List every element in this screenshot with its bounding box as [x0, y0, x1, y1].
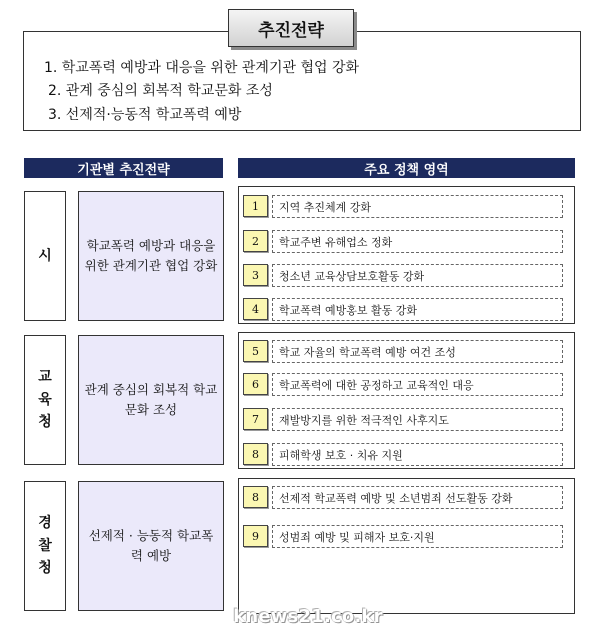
agency-city: 시	[24, 191, 66, 321]
policy-item: 지역 추진체계 강화	[272, 195, 563, 218]
policy-number: 3	[243, 264, 268, 286]
policy-number: 1	[243, 195, 268, 217]
strategy-line-1: 1. 학교폭력 예방과 대응을 위한 관계기관 협업 강화	[44, 60, 359, 76]
agency-police	[24, 481, 66, 611]
policy-number: 5	[243, 340, 268, 362]
policy-item: 피해학생 보호 · 치유 지원	[272, 443, 563, 466]
strategy-line-2: 2. 관계 중심의 회복적 학교문화 조성	[48, 83, 273, 99]
policy-number: 6	[243, 373, 268, 395]
policy-group-police	[238, 478, 575, 614]
strategy-education-office: 관계 중심의 회복적 학교문화 조성	[78, 335, 224, 465]
strategy-title: 추진전략	[228, 9, 354, 47]
agency-education-office	[24, 335, 66, 465]
policy-number: 8	[243, 486, 268, 508]
strategy-line-3: 3. 선제적·능동적 학교폭력 예방	[48, 107, 242, 123]
policy-item: 재발방지를 위한 적극적인 사후지도	[272, 408, 563, 431]
strategy-city: 학교폭력 예방과 대응을 위한 관계기관 협업 강화	[78, 191, 224, 321]
policy-item: 학교폭력에 대한 공정하고 교육적인 대응	[272, 373, 563, 396]
policy-number: 4	[243, 298, 268, 320]
policy-item: 학교폭력 예방홍보 활동 강화	[272, 298, 563, 321]
policy-number: 9	[243, 525, 268, 547]
policy-item: 청소년 교육상담보호활동 강화	[272, 264, 563, 287]
policy-item: 선제적 학교폭력 예방 및 소년범죄 선도활동 강화	[272, 486, 563, 509]
agency-police-label: 경찰청	[38, 515, 52, 577]
policy-number: 8	[243, 443, 268, 465]
policy-item: 학교 자율의 학교폭력 예방 여건 조성	[272, 340, 563, 363]
policy-number: 7	[243, 408, 268, 430]
watermark: knews21.co.kr	[233, 605, 383, 627]
strategy-police: 선제적 · 능동적 학교폭력 예방	[78, 481, 224, 611]
policy-item: 성범죄 예방 및 피해자 보호·지원	[272, 525, 563, 548]
policy-group-city	[238, 186, 575, 324]
agency-education-office-label: 교육청	[38, 369, 52, 431]
policy-number: 2	[243, 230, 268, 252]
header-agency-strategy: 기관별 추진전략	[24, 158, 223, 178]
policy-group-education-office	[238, 332, 575, 469]
policy-item: 학교주변 유해업소 정화	[272, 230, 563, 253]
header-policy-area: 주요 정책 영역	[238, 158, 575, 178]
